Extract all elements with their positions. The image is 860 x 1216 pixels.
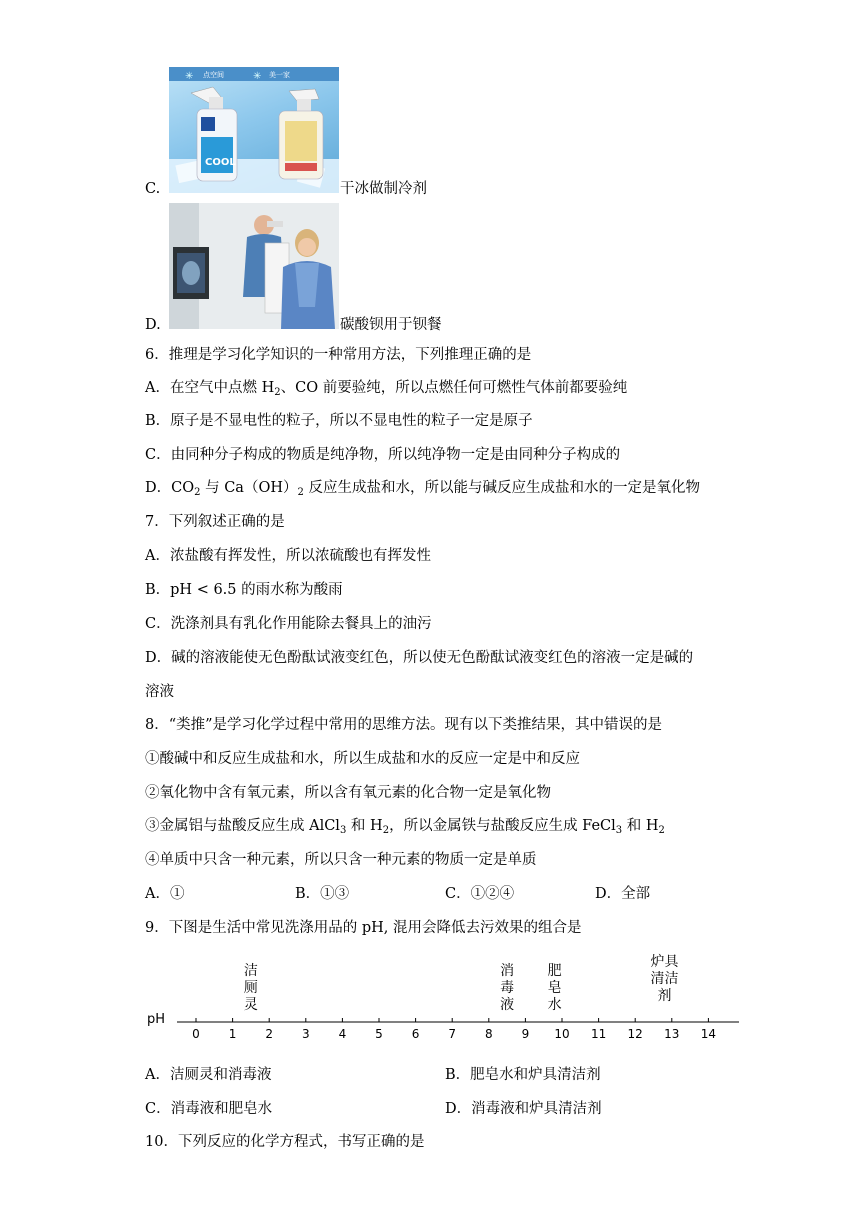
q9-option-c: C．消毒液和肥皂水 [145,1101,273,1117]
q6-option-b: B．原子是不显电性的粒子，所以不显电性的粒子一定是原子 [145,413,533,429]
q8-statement-4: ④单质中只含一种元素，所以只含一种元素的物质一定是单质 [145,852,537,868]
ph-tick-label: 5 [375,1027,383,1041]
q7-option-b: B．pH < 6.5 的雨水称为酸雨 [145,582,343,598]
ph-tick-label: 12 [627,1027,643,1041]
q7-option-d-line2: 溶液 [145,684,174,700]
snowflake-icon: ✳ [185,71,194,82]
ph-tick-label: 2 [265,1027,274,1041]
ph-product-char: 清洁 [650,971,679,987]
ph-product-char: 液 [500,997,515,1013]
q6-option-d: D．$CO_2$ 与 $Ca(OH)_2$ 反应生成盐和水，所以能与碱反应生成盐和水的一定是氧化物 [145,480,700,498]
brand-label-1: 点空间 [203,71,224,79]
q9-option-a: A．洁厕灵和消毒液 [145,1067,272,1083]
ph-product-char: 消 [500,963,515,979]
q7-option-d-line1: D．碱的溶液能使无色酚酞试液变红色，所以使无色酚酞试液变红色的溶液一定是碱的 [145,650,694,666]
ph-product-0 [241,963,261,1014]
ph-product-char: 洁 [243,963,258,979]
q9-option-d: D．消毒液和炉具清洁剂 [445,1101,602,1117]
q6-stem: 6．推理是学习化学知识的一种常用方法，下列推理正确的是 [145,347,532,363]
ph-tick-label: 9 [521,1027,530,1041]
snowflake-icon: ✳ [253,71,262,82]
ph-tick-label: 3 [301,1027,310,1041]
q5-option-c-text: 干冰做制冷剂 [340,181,427,197]
brand-label-2: 美一家 [269,71,290,79]
ph-tick-label: 6 [411,1027,420,1041]
ph-product-char: 灵 [243,997,258,1013]
dry-ice-coolant-image [169,67,339,193]
ph-product-char: 水 [547,997,562,1013]
q8-option-b: B．①③ [295,886,350,902]
q5-option-d [145,315,161,335]
q8-statement-3: ③金属铝与盐酸反应生成 AlCl$_3$ 和 $H_2$，所以金属铁与盐酸反应生成 FeCl$_3$ 和 $H_2$ [145,818,665,836]
q8-statement-1: ①酸碱中和反应生成盐和水，所以生成盐和水的反应一定是中和反应 [145,751,580,767]
q10-stem: 10．下列反应的化学方程式，书写正确的是 [145,1134,425,1150]
option-letter: C. [145,181,161,197]
ph-product-2 [545,963,565,1014]
ph-tick-label: 8 [484,1027,493,1041]
ph-product-char: 毒 [500,980,515,996]
q9-stem: 9．下图是生活中常见洗涤用品的 pH, 混用会降低去污效果的组合是 [145,920,582,936]
cool-label: COOL [205,157,236,168]
option-letter: D. [145,317,161,333]
ph-scale-figure [145,950,745,1045]
ph-tick-label: 1 [228,1027,237,1041]
q6-option-a: A．在空气中点燃 $H_2$、CO 前要验纯，所以点燃任何可燃性气体前都要验纯 [145,380,628,398]
ph-product-char: 厕 [243,980,258,996]
ph-tick-label: 7 [448,1027,457,1041]
q5-option-d-text: 碳酸钡用于钡餐 [340,317,442,333]
ph-axis-label: pH [147,1012,166,1027]
barium-meal-xray-image [169,203,339,329]
ph-product-char: 炉具 [650,954,679,970]
ph-tick-label: 0 [192,1027,200,1041]
ph-product-3 [648,954,680,1005]
ph-tick-label: 4 [338,1027,347,1041]
q7-option-a: A．浓盐酸有挥发性，所以浓硫酸也有挥发性 [145,548,431,564]
ph-tick-label: 14 [700,1027,717,1041]
cooling-spray-illustration [169,67,339,193]
ph-tick-label: 11 [590,1027,607,1041]
q8-statement-2: ②氧化物中含有氧元素，所以含有氧元素的化合物一定是氧化物 [145,785,551,801]
ph-product-char: 肥 [547,963,562,979]
q9-option-b: B．肥皂水和炉具清洁剂 [445,1067,601,1083]
ph-product-char: 皂 [547,980,562,996]
ph-tick-label: 10 [554,1027,570,1041]
xray-scene-illustration [169,203,339,329]
ph-product-1 [497,963,517,1014]
ph-tick-label: 13 [664,1027,680,1041]
q7-stem: 7．下列叙述正确的是 [145,514,285,530]
q8-option-a: A．① [145,886,185,902]
q7-option-c: C．洗涤剂具有乳化作用能除去餐具上的油污 [145,616,432,632]
q5-option-c [145,179,160,199]
q8-option-d: D．全部 [595,886,651,902]
q6-option-c: C．由同种分子构成的物质是纯净物，所以纯净物一定是由同种分子构成的 [145,447,621,463]
ph-product-char: 剂 [657,988,672,1004]
q8-option-c: C．①②④ [445,886,515,902]
q8-stem: 8．“类推”是学习化学过程中常用的思维方法。现有以下类推结果，其中错误的是 [145,717,663,733]
